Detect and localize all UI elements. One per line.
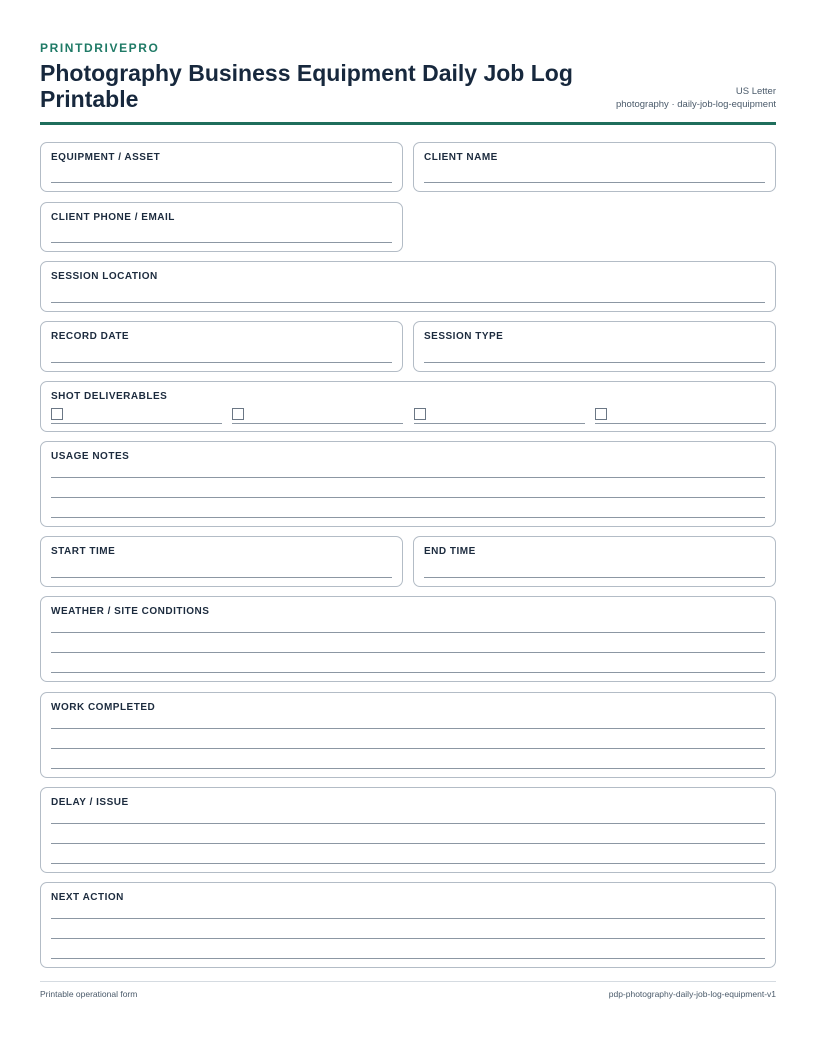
next-action-label: NEXT ACTION (51, 892, 124, 903)
work-completed-field[interactable] (40, 692, 776, 778)
footer-left-text: Printable operational form (40, 989, 138, 999)
shot-deliverables-label: SHOT DELIVERABLES (51, 391, 168, 402)
client-name-label: CLIENT NAME (424, 152, 498, 163)
end-time-field[interactable] (413, 536, 776, 587)
usage-notes-label: USAGE NOTES (51, 451, 130, 462)
start-time-field[interactable] (40, 536, 403, 587)
weather-line-3[interactable] (51, 672, 765, 673)
page-tags: photography · daily-job-log-equipment (615, 99, 776, 110)
deliverable-line (414, 423, 585, 424)
weather-line-2[interactable] (51, 652, 765, 653)
record-date-field[interactable] (40, 321, 403, 372)
deliverable-line (51, 423, 222, 424)
deliverable-item-4[interactable] (595, 408, 766, 424)
usage-notes-line-2[interactable] (51, 497, 765, 498)
work-completed-line-2[interactable] (51, 748, 765, 749)
equipment-asset-label: EQUIPMENT / ASSET (51, 152, 161, 163)
deliverable-item-3[interactable] (414, 408, 585, 424)
delay-issue-line-3[interactable] (51, 863, 765, 864)
equipment-asset-field[interactable] (40, 142, 403, 192)
record-date-line[interactable] (51, 362, 392, 363)
deliverable-item-2[interactable] (232, 408, 403, 424)
record-date-label: RECORD DATE (51, 331, 130, 342)
end-time-label: END TIME (424, 546, 476, 557)
weather-site-conditions-field[interactable] (40, 596, 776, 682)
delay-issue-field[interactable] (40, 787, 776, 873)
brand-name: PRINTDRIVEPRO (40, 41, 160, 55)
work-completed-label: WORK COMPLETED (51, 702, 156, 713)
header-rule (40, 122, 776, 125)
session-type-line[interactable] (424, 362, 765, 363)
checkbox-icon[interactable] (414, 408, 426, 420)
deliverable-line (595, 423, 766, 424)
next-action-field[interactable] (40, 882, 776, 968)
usage-notes-line-3[interactable] (51, 517, 765, 518)
footer-form-id: pdp-photography-daily-job-log-equipment-v1 (608, 989, 776, 999)
equipment-asset-line[interactable] (51, 182, 392, 183)
client-phone-email-line[interactable] (51, 242, 392, 243)
paper-size: US Letter (735, 86, 776, 97)
session-type-label: SESSION TYPE (424, 331, 504, 342)
client-phone-email-field[interactable] (40, 202, 403, 252)
footer-rule (40, 981, 776, 982)
work-completed-line-3[interactable] (51, 768, 765, 769)
start-time-label: START TIME (51, 546, 116, 557)
weather-site-conditions-label: WEATHER / SITE CONDITIONS (51, 606, 210, 617)
session-location-label: SESSION LOCATION (51, 271, 158, 282)
checkbox-icon[interactable] (595, 408, 607, 420)
deliverable-line (232, 423, 403, 424)
client-name-field[interactable] (413, 142, 776, 192)
checkbox-icon[interactable] (232, 408, 244, 420)
delay-issue-label: DELAY / ISSUE (51, 797, 129, 808)
client-phone-email-label: CLIENT PHONE / EMAIL (51, 212, 175, 223)
next-action-line-2[interactable] (51, 938, 765, 939)
next-action-line-3[interactable] (51, 958, 765, 959)
deliverable-item-1[interactable] (51, 408, 222, 424)
usage-notes-line-1[interactable] (51, 477, 765, 478)
end-time-line[interactable] (424, 577, 765, 578)
weather-line-1[interactable] (51, 632, 765, 633)
page-meta (616, 85, 776, 111)
usage-notes-field[interactable] (40, 441, 776, 527)
shot-deliverables-field (40, 381, 776, 432)
next-action-line-1[interactable] (51, 918, 765, 919)
page-title: Photography Business Equipment Daily Job Log Printable (40, 60, 573, 112)
session-location-line[interactable] (51, 302, 765, 303)
session-location-field[interactable] (40, 261, 776, 312)
client-name-line[interactable] (424, 182, 765, 183)
checkbox-icon[interactable] (51, 408, 63, 420)
work-completed-line-1[interactable] (51, 728, 765, 729)
session-type-field[interactable] (413, 321, 776, 372)
delay-issue-line-1[interactable] (51, 823, 765, 824)
start-time-line[interactable] (51, 577, 392, 578)
delay-issue-line-2[interactable] (51, 843, 765, 844)
